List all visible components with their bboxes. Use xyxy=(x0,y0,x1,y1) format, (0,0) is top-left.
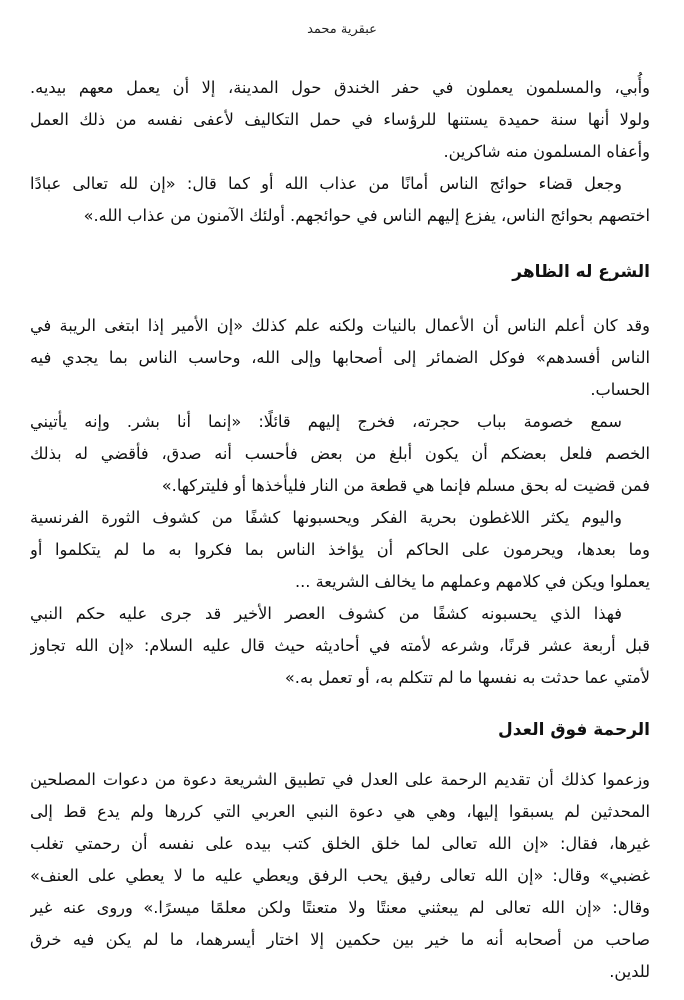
text-line: وما بعدها، ويحرمون على الحاكم أن يؤاخذ الناس بما فكروا به ما لم يتكلموا أو xyxy=(30,540,650,559)
text-line: وأُبي، والمسلمون يعملون في حفر الخندق حول المدينة، إلا أن يعمل معهم بيديه. xyxy=(30,78,650,97)
text-line: ولولا أنها سنة حميدة يستنها للرؤساء في حمل التكاليف لأعفى نفسه من ذلك العمل xyxy=(30,110,650,129)
text-line: للدين. xyxy=(609,962,650,981)
text-line: قبل أربعة عشر قرنًا، وشرعه لأمته في أحاديثه حيث قال عليه السلام: «إن الله تجاوز xyxy=(30,636,650,655)
text-line: وقال: «إن الله تعالى لم يبعثني معنتًا ولا متعنتًا ولكن معلمًا ميسرًا.» وروى عنه غير xyxy=(30,898,650,917)
section-heading-sharia: الشرع له الظاهر xyxy=(512,262,650,282)
text-line: المحدثين لم يسبقوا إليها، وهي هي دعوة النبي العربي التي كررها ولم يدع قط إلى xyxy=(30,802,650,821)
text-line: صاحب من أصحابه أنه ما خير بين حكمين إلا اختار أيسرهما، ما لم يكن فيه خرق xyxy=(30,930,650,949)
text-line: غضبي» وقال: «إن الله تعالى رفيق يحب الرفق ويعطي عليه ما لا يعطي على العنف» xyxy=(30,866,650,885)
text-line: فمن قضيت له بحق مسلم فإنما هي قطعة من النار فليأخذها أو فليتركها.» xyxy=(161,476,650,495)
text-line: الناس أفسدهم» فوكل الضمائر إلى أصحابها وإلى الله، وحاسب الناس بما يجدي فيه xyxy=(30,348,650,367)
text-line: وزعموا كذلك أن تقديم الرحمة على العدل في تطبيق الشريعة دعوة من دعوات المصلحين xyxy=(30,770,650,789)
text-line: غيرها، فقال: «إن الله تعالى لما خلق الخلق كتب بيده على نفسه أن رحمتي تغلب xyxy=(30,834,650,853)
running-head: عبقرية محمد xyxy=(307,22,377,37)
section-heading-mercy: الرحمة فوق العدل xyxy=(498,720,650,740)
text-line: لأمتي عما حدثت به نفسها ما لم تتكلم به، أو تعمل به.» xyxy=(284,668,650,687)
text-line: اختصهم بحوائج الناس، يفزع إليهم الناس في حوائجهم. أولئك الآمنون من عذاب الله.» xyxy=(83,206,650,225)
text-line: يعملوا ويكن في كلامهم وعملهم ما يخالف الشريعة ... xyxy=(295,572,650,591)
text-line: واليوم يكثر اللاغطون بحرية الفكر ويحسبونها كشفًا من كشوف الثورة الفرنسية xyxy=(30,508,622,527)
text-line: سمع خصومة بباب حجرته، فخرج إليهم قائلًا: «إنما أنا بشر. وإنه يأتيني xyxy=(30,412,622,431)
text-line: وأعفاه المسلمون منه شاكرين. xyxy=(443,142,650,161)
text-line: وجعل قضاء حوائج الناس أمانًا من عذاب الله أو كما قال: «إن لله تعالى عبادًا xyxy=(30,174,622,193)
text-line: فهذا الذي يحسبونه كشفًا من كشوف العصر الأخير قد جرى عليه حكم النبي xyxy=(30,604,622,623)
text-line: الخصم فلعل بعضكم أن يكون أبلغ من بعض فأحسب أنه صدق، فأقضي له بذلك xyxy=(30,444,650,463)
text-line: وقد كان أعلم الناس أن الأعمال بالنيات ولكنه علم كذلك «إن الأمير إذا ابتغى الريبة في xyxy=(30,316,650,335)
text-line: الحساب. xyxy=(590,380,650,399)
